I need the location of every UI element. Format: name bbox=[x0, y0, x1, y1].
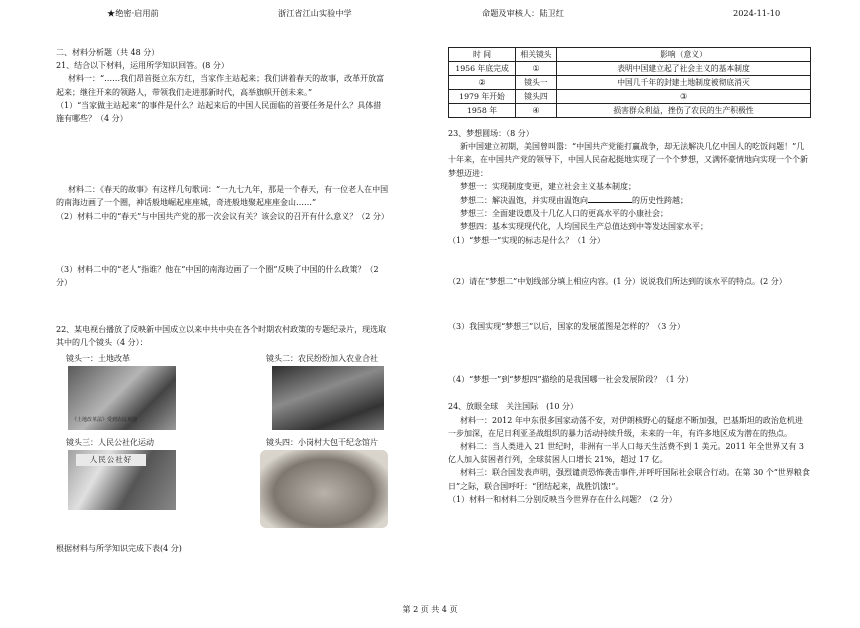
q23-sub-question-4: （4）“梦想一”到“梦想四”描绘的是我国哪一社会发展阶段？（1 分） bbox=[448, 375, 694, 385]
reviewer-label: 命题及审核人：陆卫红 bbox=[482, 8, 564, 18]
q21-material-1: 材料一：“……我们昂首挺立东方红，当家作主站起来；我们讲着春天的故事，改革开放富起来；继往开来的领路人，带领我们走进那新时代，高举旗帜开创未来。” bbox=[56, 74, 385, 97]
table-row bbox=[449, 62, 811, 76]
header-time: 时 间 bbox=[449, 48, 516, 62]
page-footer: 第 2 页 共 4 页 bbox=[402, 605, 458, 614]
shot-3-label: 镜头三：人民公社化运动 bbox=[66, 437, 154, 447]
photo-grid bbox=[56, 352, 389, 540]
fill-blank[interactable] bbox=[588, 193, 632, 203]
table-header-row bbox=[449, 48, 811, 62]
q22-title: 22、某电视台播放了反映新中国成立以来中共中央在各个时期农村政策的专题纪录片，现选取其中的几个镜头（4 分）： bbox=[56, 325, 387, 348]
dream-4: 梦想四：基本实现现代化，人均国民生产总值达到中等发达国家水平； bbox=[460, 222, 708, 232]
table-cell: ④ bbox=[516, 104, 557, 118]
school-name: 浙江省江山实验中学 bbox=[278, 8, 352, 18]
table-cell: 镜头四 bbox=[516, 90, 557, 104]
cooperative-photo bbox=[272, 366, 384, 430]
header-shot: 相关镜头 bbox=[516, 48, 557, 62]
q21-title: 21、结合以下材料，运用所学知识回答。(8 分） bbox=[56, 61, 229, 71]
table-row bbox=[449, 76, 811, 90]
shot-1 bbox=[66, 352, 138, 424]
table-cell: 损害群众利益，挫伤了农民的生产积极性 bbox=[557, 104, 811, 118]
left-column bbox=[56, 46, 389, 555]
dream-1: 梦想一：实现制度变更，建立社会主义基本制度； bbox=[460, 181, 636, 191]
dream-3: 梦想三：全面建设惠及十几亿人口的更高水平的小康社会； bbox=[460, 209, 668, 219]
q23-title: 23、梦想圆场：（8 分） bbox=[448, 129, 534, 138]
commune-banner: 人民公社好 bbox=[76, 454, 146, 466]
page-header bbox=[0, 0, 860, 22]
table-cell: 中国几千年的封建土地制度被彻底消灭 bbox=[557, 76, 811, 90]
answer-space bbox=[56, 125, 389, 183]
q23-intro: 新中国建立初期，美国曾叫嚣：“中国共产党能打赢战争，却无法解决几亿中国人的吃饭问题！”几十年来，在中国共产党的领导下，中国人民奋起挺地实现了一个个梦想，又满怀豪情地向实现一个个新梦想迈进： bbox=[448, 142, 808, 178]
table-cell: 1956 年底完成 bbox=[449, 62, 516, 76]
table-cell: ② bbox=[449, 76, 516, 90]
q23-sub-question-1: （1）“梦想一”实现的标志是什么？（1 分） bbox=[448, 235, 605, 245]
policy-table bbox=[448, 47, 811, 118]
q22-instruction: 根据材料与所学知识完成下表(4 分) bbox=[56, 543, 182, 553]
table-row bbox=[449, 104, 811, 118]
xiaogang-sculpture-photo bbox=[260, 450, 388, 528]
table-cell: ① bbox=[516, 62, 557, 76]
answer-space bbox=[56, 289, 389, 323]
table-cell: 1958 年 bbox=[449, 104, 516, 118]
table-cell: 镜头一 bbox=[516, 76, 557, 90]
table-cell: 1979 年开始 bbox=[449, 90, 516, 104]
answer-space bbox=[448, 333, 810, 373]
answer-space bbox=[448, 386, 810, 400]
dream-2 bbox=[448, 193, 810, 207]
secret-label: ★绝密·启用前 bbox=[107, 8, 159, 18]
header-impact: 影响（意义） bbox=[557, 48, 811, 62]
section-title: 二、材料分析题（共 48 分） bbox=[56, 48, 160, 57]
q24-title: 24、放眼全球 关注国际 (10 分） bbox=[448, 402, 579, 412]
answer-space bbox=[448, 288, 810, 320]
q21-sub-question-2: （2）材料二中的“春天”与中国共产党的那一次会议有关？该会议的召开有什么意义？（2 分） bbox=[56, 211, 389, 221]
table-cell: ③ bbox=[557, 90, 811, 104]
land-reform-photo bbox=[68, 366, 176, 430]
q21-sub-question-1: （1）“当家做主站起来”的事件是什么？站起来后的中国人民面临的首要任务是什么？具体措施有哪些？（4 分） bbox=[56, 100, 382, 124]
q21-sub-question-3: （3）材料二中的“老人”指谁？他在“中国的南海边画了一个圈”反映了中国的什么政策？（2 分） bbox=[56, 264, 379, 288]
table-cell: 表明中国建立起了社会主义的基本制度 bbox=[557, 62, 811, 76]
table-row bbox=[449, 90, 811, 104]
photo-caption: 《土地改革法》受到农民欢迎 bbox=[72, 417, 138, 424]
answer-space bbox=[448, 247, 810, 275]
shot-1-label: 镜头一：土地改革 bbox=[66, 353, 130, 363]
q24-sub-question-1: （1）材料一和材料二分别反映当今世界存在什么问题？（2 分） bbox=[448, 494, 677, 504]
shot-2 bbox=[266, 352, 378, 365]
q24-material-1: 材料一：2012 年中东很多国家动荡不安，对伊朗核野心的疑虑不断加强，巴基斯坦的政治危机进一步加深，在尼日利亚圣战组织的暴力活动持续升级，未来的一年，有许多地区成为潜在的热点。 bbox=[448, 415, 803, 438]
shot-4 bbox=[266, 436, 378, 449]
right-column bbox=[448, 50, 810, 506]
q24-material-2: 材料二：当人类进入 21 世纪时，非洲有一半人口每天生活费不到 1 美元。2011 年全世界又有 3 亿人加入贫困者行列，全球贫困人口增长 21%，超过 17 亿。 bbox=[448, 442, 804, 465]
shot-3 bbox=[66, 436, 154, 464]
q23-sub-question-3: （3）我国实现“梦想三”以后，国家的发展蓝图是怎样的？（3 分） bbox=[448, 322, 685, 332]
exam-date: 2024-11-10 bbox=[733, 8, 781, 18]
shot-4-label: 镜头四：小岗村大包干纪念馆片 bbox=[266, 437, 378, 447]
q23-sub-question-2: （2）请在“梦想二”中划线部分填上相应内容。(1 分）说说我们所达到的该水平的特点。(2 分） bbox=[448, 276, 787, 286]
q21-material-2: 材料二：《春天的故事》有这样几句歌词：“一九七九年，那是一个春天，有一位老人在中国的南海边画了一个圈，神话般地崛起座座城，奇迹般地聚起座座金山……” bbox=[56, 185, 389, 208]
answer-space bbox=[56, 223, 389, 263]
commune-photo bbox=[68, 450, 176, 510]
q24-material-3: 材料三：联合国发表声明，强烈谴责恐怖袭击事件,并呼吁国际社会联合行动。在第 30 个“世界粮食日”之际，联合国呼吁：“团结起来，战胜饥饿!”。 bbox=[448, 468, 810, 491]
dream-2-start: 梦想二：解决温饱，并实现由温饱向 bbox=[460, 196, 588, 206]
dream-2-end: 的历史性跨越； bbox=[632, 196, 688, 206]
shot-2-label: 镜头二：农民纷纷加入农业合社 bbox=[266, 353, 378, 363]
